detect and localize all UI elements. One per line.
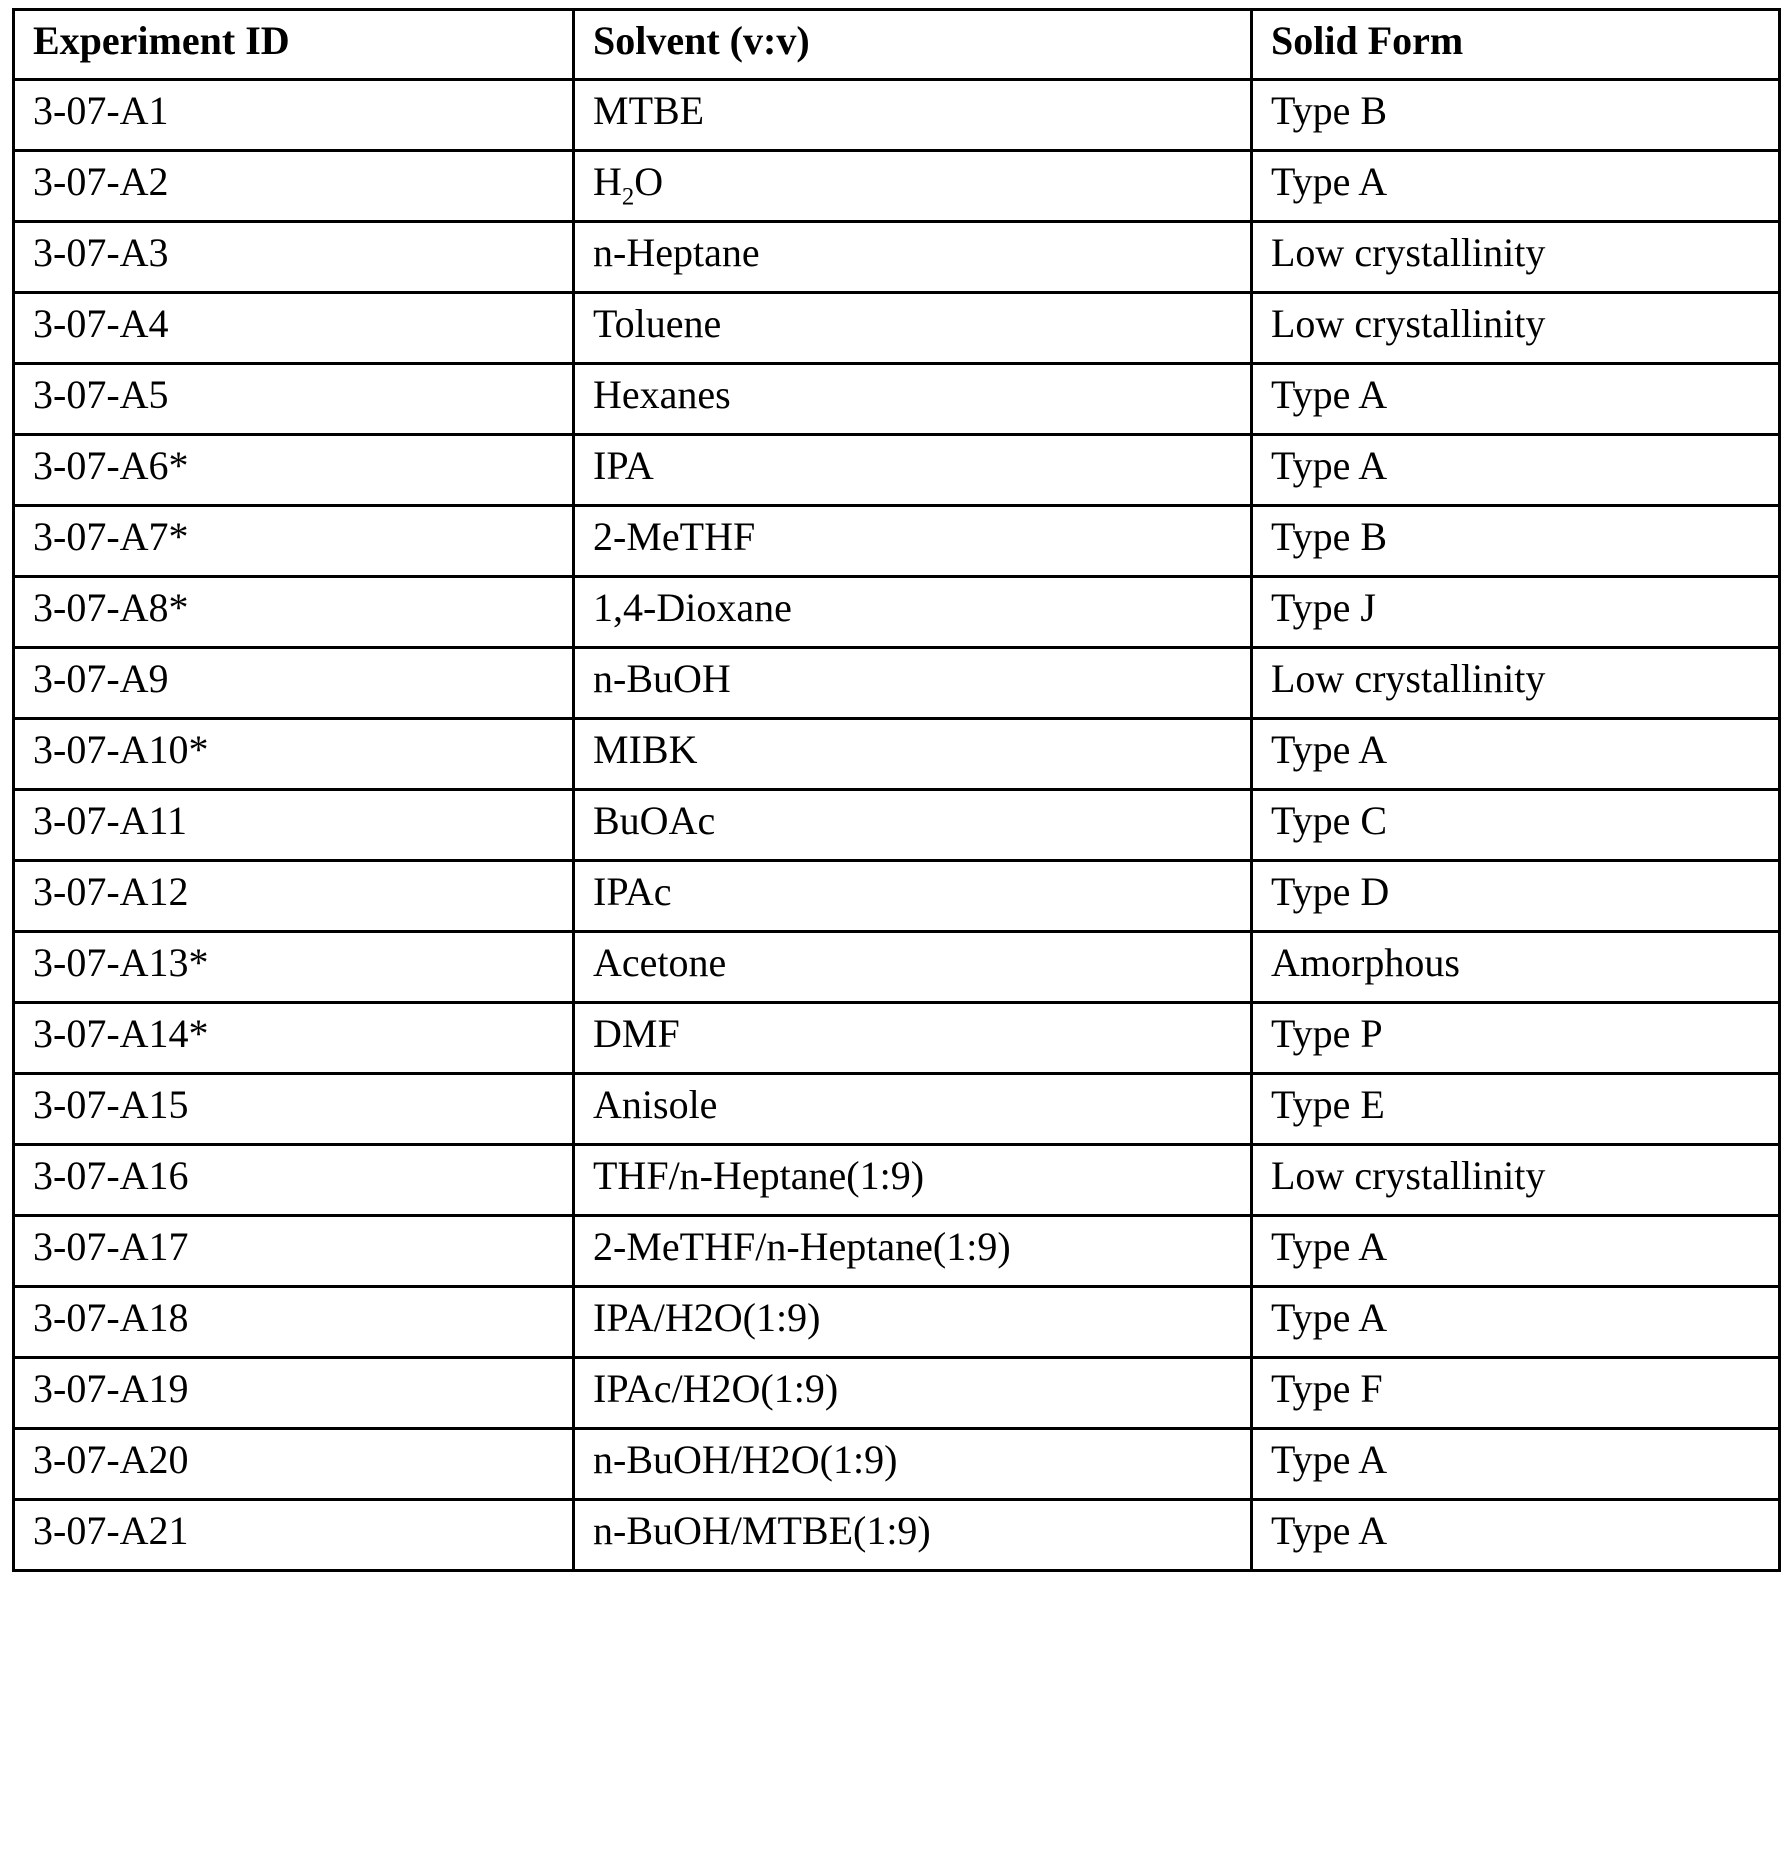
- cell-experiment-id: [14, 1145, 574, 1216]
- cell-experiment-id: [14, 1429, 574, 1500]
- table-row: [14, 790, 1780, 861]
- solid-form-value: Type F: [1271, 1366, 1383, 1411]
- solid-form-value: Type J: [1271, 585, 1376, 630]
- cell-solid-form: [1252, 80, 1780, 151]
- column-header-experiment-id-label: Experiment ID: [33, 18, 290, 63]
- experiment-id-value: 3-07-A15: [33, 1082, 189, 1127]
- solid-form-value: Type D: [1271, 869, 1390, 914]
- experiment-id-value: 3-07-A20: [33, 1437, 189, 1482]
- experiment-id-value: 3-07-A12: [33, 869, 189, 914]
- cell-solvent: [574, 506, 1252, 577]
- solvent-value: 2-MeTHF/n-Heptane(1:9): [593, 1224, 1011, 1269]
- cell-solid-form: [1252, 719, 1780, 790]
- cell-experiment-id: [14, 222, 574, 293]
- cell-experiment-id: [14, 151, 574, 222]
- solid-form-value: Type A: [1271, 727, 1388, 772]
- solvent-value: MIBK: [593, 727, 698, 772]
- table-row: [14, 1500, 1780, 1571]
- column-header-solvent-label: Solvent (v:v): [593, 18, 810, 63]
- experiment-id-value: 3-07-A18: [33, 1295, 189, 1340]
- cell-solid-form: [1252, 364, 1780, 435]
- table-row: [14, 435, 1780, 506]
- cell-solid-form: [1252, 577, 1780, 648]
- table-header: [14, 10, 1780, 80]
- table-row: [14, 506, 1780, 577]
- solid-form-value: Type E: [1271, 1082, 1385, 1127]
- experiment-id-value: 3-07-A5: [33, 372, 169, 417]
- column-header-solvent: [574, 10, 1252, 80]
- experiment-id-value: 3-07-A16: [33, 1153, 189, 1198]
- experiment-id-value: 3-07-A3: [33, 230, 169, 275]
- solid-form-value: Low crystallinity: [1271, 1153, 1546, 1198]
- cell-experiment-id: [14, 861, 574, 932]
- solvent-value: IPA: [593, 443, 654, 488]
- table-row: [14, 861, 1780, 932]
- solid-form-value: Low crystallinity: [1271, 656, 1546, 701]
- cell-solvent: [574, 577, 1252, 648]
- cell-solid-form: [1252, 648, 1780, 719]
- cell-experiment-id: [14, 80, 574, 151]
- cell-solvent: [574, 151, 1252, 222]
- solvent-value: Toluene: [593, 301, 722, 346]
- cell-experiment-id: [14, 1074, 574, 1145]
- table-row: [14, 151, 1780, 222]
- cell-solvent: [574, 293, 1252, 364]
- solvent-value: IPA/H2O(1:9): [593, 1295, 821, 1340]
- solvent-value: 2-MeTHF: [593, 514, 756, 559]
- cell-solvent: [574, 648, 1252, 719]
- solvent-value: THF/n-Heptane(1:9): [593, 1153, 925, 1198]
- cell-experiment-id: [14, 1287, 574, 1358]
- solvent-value: n-BuOH/MTBE(1:9): [593, 1508, 931, 1553]
- cell-experiment-id: [14, 293, 574, 364]
- cell-solid-form: [1252, 1358, 1780, 1429]
- cell-solvent: [574, 1358, 1252, 1429]
- solid-form-value: Low crystallinity: [1271, 230, 1546, 275]
- cell-solvent: [574, 1287, 1252, 1358]
- table-row: [14, 932, 1780, 1003]
- cell-solvent: [574, 1216, 1252, 1287]
- experiment-id-value: 3-07-A10*: [33, 727, 209, 772]
- table-row: [14, 293, 1780, 364]
- cell-solid-form: [1252, 932, 1780, 1003]
- cell-solid-form: [1252, 1500, 1780, 1571]
- table-row: [14, 577, 1780, 648]
- cell-solvent: [574, 1003, 1252, 1074]
- cell-solvent: [574, 719, 1252, 790]
- cell-solvent: [574, 932, 1252, 1003]
- cell-solvent: [574, 222, 1252, 293]
- experiment-id-value: 3-07-A4: [33, 301, 169, 346]
- solvent-value: MTBE: [593, 88, 705, 133]
- column-header-experiment-id: [14, 10, 574, 80]
- cell-experiment-id: [14, 1500, 574, 1571]
- cell-solvent: [574, 435, 1252, 506]
- table-body: [14, 80, 1780, 1571]
- cell-experiment-id: [14, 577, 574, 648]
- cell-solid-form: [1252, 861, 1780, 932]
- cell-experiment-id: [14, 719, 574, 790]
- solvent-value: Hexanes: [593, 372, 731, 417]
- table-row: [14, 222, 1780, 293]
- solid-form-value: Type A: [1271, 1224, 1388, 1269]
- experiment-id-value: 3-07-A21: [33, 1508, 189, 1553]
- solid-form-value: Type B: [1271, 88, 1388, 133]
- cell-solid-form: [1252, 1216, 1780, 1287]
- cell-experiment-id: [14, 932, 574, 1003]
- table-row: [14, 364, 1780, 435]
- table-row: [14, 1358, 1780, 1429]
- solid-form-value: Type B: [1271, 514, 1388, 559]
- cell-solid-form: [1252, 1145, 1780, 1216]
- cell-solid-form: [1252, 1287, 1780, 1358]
- experiment-id-value: 3-07-A17: [33, 1224, 189, 1269]
- table-row: [14, 1429, 1780, 1500]
- cell-experiment-id: [14, 648, 574, 719]
- experiment-id-value: 3-07-A19: [33, 1366, 189, 1411]
- solid-form-value: Type A: [1271, 1295, 1388, 1340]
- table-row: [14, 1287, 1780, 1358]
- solid-form-value: Type A: [1271, 443, 1388, 488]
- table-row: [14, 719, 1780, 790]
- solid-form-value: Low crystallinity: [1271, 301, 1546, 346]
- solvent-value: n-BuOH/H2O(1:9): [593, 1437, 898, 1482]
- table-row: [14, 1003, 1780, 1074]
- cell-experiment-id: [14, 1358, 574, 1429]
- solvent-value: IPAc/H2O(1:9): [593, 1366, 839, 1411]
- cell-experiment-id: [14, 1216, 574, 1287]
- cell-experiment-id: [14, 435, 574, 506]
- solvent-value: Acetone: [593, 940, 727, 985]
- cell-solvent: [574, 790, 1252, 861]
- cell-solvent: [574, 1074, 1252, 1145]
- cell-experiment-id: [14, 790, 574, 861]
- solid-form-value: Type A: [1271, 1437, 1388, 1482]
- solvent-value: DMF: [593, 1011, 680, 1056]
- cell-solid-form: [1252, 506, 1780, 577]
- solvent-value: Anisole: [593, 1082, 718, 1127]
- experiment-id-value: 3-07-A13*: [33, 940, 209, 985]
- cell-solvent: [574, 364, 1252, 435]
- solid-form-value: Type A: [1271, 159, 1388, 204]
- cell-solvent: [574, 80, 1252, 151]
- cell-solvent: [574, 861, 1252, 932]
- solvent-value: n-BuOH: [593, 656, 731, 701]
- solid-form-screening-table: [12, 8, 1781, 1572]
- experiment-id-value: 3-07-A1: [33, 88, 169, 133]
- solid-form-value: Type A: [1271, 1508, 1388, 1553]
- cell-solid-form: [1252, 222, 1780, 293]
- solvent-value: 1,4-Dioxane: [593, 585, 792, 630]
- solid-form-value: Amorphous: [1271, 940, 1460, 985]
- cell-solvent: [574, 1145, 1252, 1216]
- table-header-row: [14, 10, 1780, 80]
- experiment-id-value: 3-07-A8*: [33, 585, 189, 630]
- table-row: [14, 648, 1780, 719]
- cell-solid-form: [1252, 293, 1780, 364]
- table-row: [14, 1074, 1780, 1145]
- column-header-solid-form: [1252, 10, 1780, 80]
- table-row: [14, 80, 1780, 151]
- solid-form-value: Type C: [1271, 798, 1388, 843]
- experiment-id-value: 3-07-A7*: [33, 514, 189, 559]
- solvent-value: BuOAc: [593, 798, 716, 843]
- cell-solid-form: [1252, 790, 1780, 861]
- cell-solid-form: [1252, 1429, 1780, 1500]
- experiment-id-value: 3-07-A9: [33, 656, 169, 701]
- table-row: [14, 1216, 1780, 1287]
- cell-solid-form: [1252, 435, 1780, 506]
- cell-experiment-id: [14, 364, 574, 435]
- solid-form-value: Type A: [1271, 372, 1388, 417]
- experiment-id-value: 3-07-A2: [33, 159, 169, 204]
- cell-solid-form: [1252, 1003, 1780, 1074]
- cell-solvent: [574, 1500, 1252, 1571]
- cell-experiment-id: [14, 1003, 574, 1074]
- solvent-value: $H_2O$: [593, 159, 664, 211]
- experiment-id-value: 3-07-A11: [33, 798, 188, 843]
- cell-solvent: [574, 1429, 1252, 1500]
- cell-experiment-id: [14, 506, 574, 577]
- column-header-solid-form-label: Solid Form: [1271, 18, 1464, 63]
- experiment-id-value: 3-07-A14*: [33, 1011, 209, 1056]
- cell-solid-form: [1252, 151, 1780, 222]
- solvent-value: n-Heptane: [593, 230, 760, 275]
- cell-solid-form: [1252, 1074, 1780, 1145]
- table-row: [14, 1145, 1780, 1216]
- experiment-id-value: 3-07-A6*: [33, 443, 189, 488]
- solvent-value: IPAc: [593, 869, 672, 914]
- solid-form-value: Type P: [1271, 1011, 1383, 1056]
